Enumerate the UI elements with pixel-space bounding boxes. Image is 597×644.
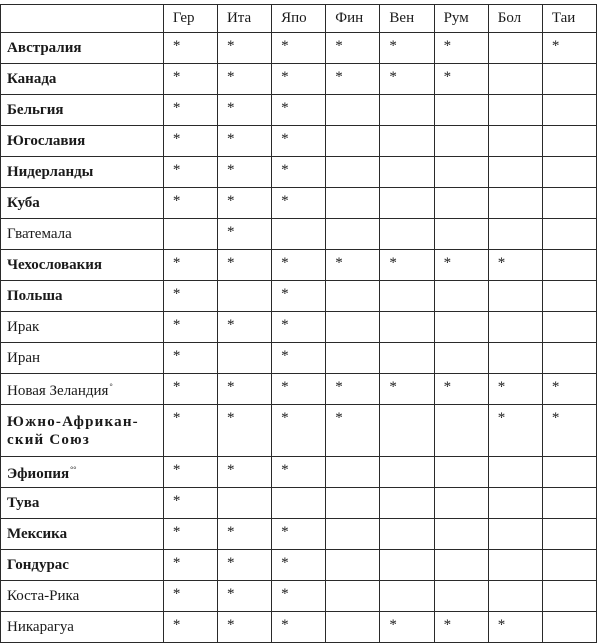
asterisk-mark: * xyxy=(226,586,235,602)
table-row xyxy=(1,126,597,157)
table-row xyxy=(1,219,597,250)
mark-cell xyxy=(488,250,542,281)
corner-cell xyxy=(1,5,164,33)
mark-cell xyxy=(380,219,434,250)
asterisk-mark: * xyxy=(172,524,181,540)
asterisk-mark: * xyxy=(335,379,343,395)
asterisk-mark: * xyxy=(281,348,289,364)
mark-cell xyxy=(217,405,271,457)
mark-cell xyxy=(163,405,217,457)
country-name-text: Польша xyxy=(7,288,63,304)
mark-cell xyxy=(163,374,217,405)
asterisk-mark: * xyxy=(443,69,452,85)
country-name xyxy=(1,188,164,219)
mark-cell xyxy=(217,581,271,612)
asterisk-mark: * xyxy=(281,410,289,426)
mark-cell xyxy=(217,343,271,374)
mark-cell xyxy=(217,281,271,312)
country-name-text: Тува xyxy=(7,495,40,511)
mark-cell xyxy=(542,519,596,550)
mark-cell xyxy=(488,457,542,488)
mark-cell xyxy=(380,126,434,157)
mark-cell xyxy=(488,157,542,188)
mark-cell xyxy=(217,374,271,405)
mark-cell xyxy=(272,157,326,188)
country-name-text: Нидерланды xyxy=(7,164,94,180)
mark-cell xyxy=(488,312,542,343)
mark-cell xyxy=(163,488,217,519)
asterisk-mark: * xyxy=(497,410,506,426)
asterisk-mark: * xyxy=(172,379,181,395)
mark-cell xyxy=(542,374,596,405)
mark-cell xyxy=(326,457,380,488)
mark-cell xyxy=(380,343,434,374)
mark-cell xyxy=(163,33,217,64)
mark-cell xyxy=(272,95,326,126)
mark-cell xyxy=(326,95,380,126)
mark-cell xyxy=(488,64,542,95)
country-name xyxy=(1,64,164,95)
mark-cell xyxy=(217,457,271,488)
asterisk-mark: * xyxy=(172,69,181,85)
mark-cell xyxy=(380,374,434,405)
mark-cell xyxy=(380,581,434,612)
mark-cell xyxy=(272,581,326,612)
asterisk-mark: * xyxy=(172,462,181,478)
mark-cell xyxy=(434,405,488,457)
asterisk-mark: * xyxy=(443,617,452,633)
column-header: Фин xyxy=(326,5,380,33)
asterisk-mark: * xyxy=(281,100,289,116)
asterisk-mark: * xyxy=(551,410,560,426)
country-name-text: Австралия xyxy=(7,40,82,56)
footnote-mark: °° xyxy=(70,465,77,474)
country-name xyxy=(1,281,164,312)
country-name-text: Бельгия xyxy=(7,102,64,118)
asterisk-mark: * xyxy=(551,38,560,54)
mark-cell xyxy=(163,519,217,550)
asterisk-mark: * xyxy=(281,586,289,602)
asterisk-mark: * xyxy=(281,193,289,209)
asterisk-mark: * xyxy=(335,69,343,85)
mark-cell xyxy=(272,343,326,374)
mark-cell xyxy=(326,343,380,374)
country-name-text: Канада xyxy=(7,71,57,87)
asterisk-mark: * xyxy=(226,617,235,633)
mark-cell xyxy=(326,64,380,95)
asterisk-mark: * xyxy=(389,379,397,395)
mark-cell xyxy=(272,612,326,643)
asterisk-mark: * xyxy=(226,462,235,478)
mark-cell xyxy=(488,343,542,374)
mark-cell xyxy=(434,581,488,612)
mark-cell xyxy=(434,374,488,405)
country-name-text: Южно-Африкан- ский Союз xyxy=(7,413,139,448)
mark-cell xyxy=(488,374,542,405)
mark-cell xyxy=(434,126,488,157)
mark-cell xyxy=(542,126,596,157)
mark-cell xyxy=(542,95,596,126)
asterisk-mark: * xyxy=(226,193,235,209)
footnote-mark: ° xyxy=(109,382,113,391)
asterisk-mark: * xyxy=(335,410,343,426)
country-name xyxy=(1,343,164,374)
asterisk-mark: * xyxy=(226,524,235,540)
mark-cell xyxy=(163,281,217,312)
asterisk-mark: * xyxy=(172,131,181,147)
mark-cell xyxy=(217,519,271,550)
country-name-text: Ирак xyxy=(7,319,40,335)
asterisk-mark: * xyxy=(172,493,181,509)
mark-cell xyxy=(434,188,488,219)
mark-cell xyxy=(163,457,217,488)
mark-cell xyxy=(434,95,488,126)
mark-cell xyxy=(326,519,380,550)
mark-cell xyxy=(326,33,380,64)
asterisk-mark: * xyxy=(335,255,343,271)
country-name xyxy=(1,250,164,281)
mark-cell xyxy=(380,157,434,188)
mark-cell xyxy=(272,188,326,219)
asterisk-mark: * xyxy=(226,38,235,54)
mark-cell xyxy=(217,250,271,281)
mark-cell xyxy=(488,188,542,219)
country-name-text: Югославия xyxy=(7,133,86,149)
mark-cell xyxy=(380,612,434,643)
mark-cell xyxy=(326,374,380,405)
asterisk-mark: * xyxy=(281,255,289,271)
mark-cell xyxy=(217,33,271,64)
mark-cell xyxy=(380,64,434,95)
asterisk-mark: * xyxy=(281,555,289,571)
country-name xyxy=(1,612,164,643)
table-row xyxy=(1,581,597,612)
asterisk-mark: * xyxy=(172,38,181,54)
asterisk-mark: * xyxy=(172,193,181,209)
asterisk-mark: * xyxy=(226,100,235,116)
asterisk-mark: * xyxy=(226,317,235,333)
country-name xyxy=(1,457,164,488)
mark-cell xyxy=(217,188,271,219)
country-name-text: Чехословакия xyxy=(7,257,102,273)
country-name xyxy=(1,219,164,250)
mark-cell xyxy=(326,126,380,157)
country-name-text: Иран xyxy=(7,350,41,366)
mark-cell xyxy=(542,550,596,581)
country-name xyxy=(1,581,164,612)
mark-cell xyxy=(488,612,542,643)
mark-cell xyxy=(272,312,326,343)
mark-cell xyxy=(163,250,217,281)
asterisk-mark: * xyxy=(172,617,181,633)
mark-cell xyxy=(272,550,326,581)
asterisk-mark: * xyxy=(389,38,397,54)
country-name xyxy=(1,157,164,188)
mark-cell xyxy=(434,488,488,519)
table-row xyxy=(1,188,597,219)
mark-cell xyxy=(488,550,542,581)
mark-cell xyxy=(488,126,542,157)
mark-cell xyxy=(163,157,217,188)
mark-cell xyxy=(488,219,542,250)
asterisk-mark: * xyxy=(226,69,235,85)
country-name xyxy=(1,519,164,550)
asterisk-mark: * xyxy=(281,69,289,85)
mark-cell xyxy=(163,612,217,643)
table-row xyxy=(1,95,597,126)
mark-cell xyxy=(163,550,217,581)
country-name xyxy=(1,550,164,581)
mark-cell xyxy=(326,188,380,219)
country-name-text: Эфиопия xyxy=(7,466,70,482)
asterisk-mark: * xyxy=(172,162,181,178)
mark-cell xyxy=(488,519,542,550)
table-row xyxy=(1,33,597,64)
country-name xyxy=(1,312,164,343)
asterisk-mark: * xyxy=(389,69,397,85)
mark-cell xyxy=(217,550,271,581)
asterisk-mark: * xyxy=(551,379,560,395)
mark-cell xyxy=(542,250,596,281)
mark-cell xyxy=(163,126,217,157)
asterisk-mark: * xyxy=(226,379,235,395)
mark-cell xyxy=(217,126,271,157)
mark-cell xyxy=(434,550,488,581)
mark-cell xyxy=(272,64,326,95)
mark-cell xyxy=(217,157,271,188)
mark-cell xyxy=(163,343,217,374)
mark-cell xyxy=(434,157,488,188)
asterisk-mark: * xyxy=(443,379,452,395)
mark-cell xyxy=(163,581,217,612)
mark-cell xyxy=(272,250,326,281)
mark-cell xyxy=(542,343,596,374)
mark-cell xyxy=(326,581,380,612)
table-row xyxy=(1,250,597,281)
mark-cell xyxy=(380,550,434,581)
mark-cell xyxy=(272,405,326,457)
mark-cell xyxy=(542,219,596,250)
mark-cell xyxy=(272,374,326,405)
mark-cell xyxy=(542,612,596,643)
country-name xyxy=(1,405,164,457)
mark-cell xyxy=(488,95,542,126)
asterisk-mark: * xyxy=(172,317,181,333)
mark-cell xyxy=(326,250,380,281)
mark-cell xyxy=(542,281,596,312)
table-row xyxy=(1,612,597,643)
asterisk-mark: * xyxy=(172,586,181,602)
mark-cell xyxy=(488,488,542,519)
mark-cell xyxy=(380,250,434,281)
column-header: Ита xyxy=(217,5,271,33)
asterisk-mark: * xyxy=(172,410,181,426)
asterisk-mark: * xyxy=(497,255,506,271)
asterisk-mark: * xyxy=(172,286,181,302)
mark-cell xyxy=(163,188,217,219)
table-row xyxy=(1,374,597,405)
mark-cell xyxy=(380,519,434,550)
mark-cell xyxy=(380,312,434,343)
mark-cell xyxy=(434,219,488,250)
mark-cell xyxy=(434,250,488,281)
mark-cell xyxy=(434,312,488,343)
asterisk-mark: * xyxy=(281,162,289,178)
mark-cell xyxy=(272,488,326,519)
column-header: Таи xyxy=(542,5,596,33)
mark-cell xyxy=(217,312,271,343)
column-header: Рум xyxy=(434,5,488,33)
asterisk-mark: * xyxy=(335,38,343,54)
asterisk-mark: * xyxy=(172,255,181,271)
table-row xyxy=(1,405,597,457)
table-row xyxy=(1,312,597,343)
mark-cell xyxy=(380,405,434,457)
mark-cell xyxy=(380,281,434,312)
country-name xyxy=(1,126,164,157)
table-row xyxy=(1,281,597,312)
mark-cell xyxy=(272,281,326,312)
mark-cell xyxy=(542,457,596,488)
asterisk-mark: * xyxy=(443,38,452,54)
mark-cell xyxy=(542,312,596,343)
mark-cell xyxy=(488,281,542,312)
mark-cell xyxy=(380,457,434,488)
country-name xyxy=(1,33,164,64)
mark-cell xyxy=(542,157,596,188)
mark-cell xyxy=(380,188,434,219)
declarations-table xyxy=(0,4,597,643)
mark-cell xyxy=(542,33,596,64)
mark-cell xyxy=(217,488,271,519)
mark-cell xyxy=(542,488,596,519)
country-name xyxy=(1,95,164,126)
asterisk-mark: * xyxy=(497,617,506,633)
mark-cell xyxy=(434,33,488,64)
mark-cell xyxy=(380,488,434,519)
mark-cell xyxy=(434,343,488,374)
asterisk-mark: * xyxy=(226,410,235,426)
mark-cell xyxy=(272,126,326,157)
asterisk-mark: * xyxy=(226,555,235,571)
mark-cell xyxy=(380,33,434,64)
mark-cell xyxy=(217,219,271,250)
header-row xyxy=(1,5,597,33)
mark-cell xyxy=(326,405,380,457)
table-row xyxy=(1,64,597,95)
country-name-text: Гватемала xyxy=(7,226,72,242)
mark-cell xyxy=(163,312,217,343)
asterisk-mark: * xyxy=(389,617,397,633)
mark-cell xyxy=(488,405,542,457)
mark-cell xyxy=(488,33,542,64)
asterisk-mark: * xyxy=(172,348,181,364)
mark-cell xyxy=(434,519,488,550)
column-header: Вен xyxy=(380,5,434,33)
asterisk-mark: * xyxy=(281,131,289,147)
mark-cell xyxy=(326,312,380,343)
column-header: Гер xyxy=(163,5,217,33)
asterisk-mark: * xyxy=(281,379,289,395)
country-name-text: Мексика xyxy=(7,526,68,542)
asterisk-mark: * xyxy=(497,379,506,395)
asterisk-mark: * xyxy=(389,255,397,271)
mark-cell xyxy=(326,281,380,312)
country-name xyxy=(1,374,164,405)
mark-cell xyxy=(326,612,380,643)
mark-cell xyxy=(217,612,271,643)
mark-cell xyxy=(217,64,271,95)
mark-cell xyxy=(272,33,326,64)
table-row xyxy=(1,157,597,188)
asterisk-mark: * xyxy=(281,317,289,333)
table-row xyxy=(1,457,597,488)
mark-cell xyxy=(542,188,596,219)
mark-cell xyxy=(434,281,488,312)
asterisk-mark: * xyxy=(172,555,181,571)
country-name-text: Гондурас xyxy=(7,557,69,573)
mark-cell xyxy=(326,219,380,250)
table-row xyxy=(1,488,597,519)
mark-cell xyxy=(163,64,217,95)
mark-cell xyxy=(434,64,488,95)
mark-cell xyxy=(542,64,596,95)
asterisk-mark: * xyxy=(281,617,289,633)
table-row xyxy=(1,519,597,550)
asterisk-mark: * xyxy=(281,462,289,478)
asterisk-mark: * xyxy=(172,100,181,116)
mark-cell xyxy=(272,457,326,488)
mark-cell xyxy=(272,219,326,250)
mark-cell xyxy=(326,488,380,519)
asterisk-mark: * xyxy=(226,255,235,271)
asterisk-mark: * xyxy=(443,255,452,271)
asterisk-mark: * xyxy=(226,162,235,178)
asterisk-mark: * xyxy=(281,286,289,302)
mark-cell xyxy=(163,95,217,126)
country-name xyxy=(1,488,164,519)
table-row xyxy=(1,343,597,374)
mark-cell xyxy=(163,219,217,250)
column-header: Япо xyxy=(272,5,326,33)
mark-cell xyxy=(326,550,380,581)
mark-cell xyxy=(488,581,542,612)
country-name-text: Куба xyxy=(7,195,40,211)
asterisk-mark: * xyxy=(281,38,289,54)
asterisk-mark: * xyxy=(281,524,289,540)
mark-cell xyxy=(380,95,434,126)
country-name-text: Коста-Рика xyxy=(7,588,80,604)
mark-cell xyxy=(272,519,326,550)
country-name-text: Никарагуа xyxy=(7,619,74,635)
mark-cell xyxy=(542,405,596,457)
column-header: Бол xyxy=(488,5,542,33)
table-row xyxy=(1,550,597,581)
mark-cell xyxy=(326,157,380,188)
table-body xyxy=(1,33,597,643)
mark-cell xyxy=(434,457,488,488)
asterisk-mark: * xyxy=(226,224,235,240)
mark-cell xyxy=(217,95,271,126)
asterisk-mark: * xyxy=(226,131,235,147)
mark-cell xyxy=(542,581,596,612)
country-name-text: Новая Зеландия xyxy=(7,383,109,399)
mark-cell xyxy=(434,612,488,643)
